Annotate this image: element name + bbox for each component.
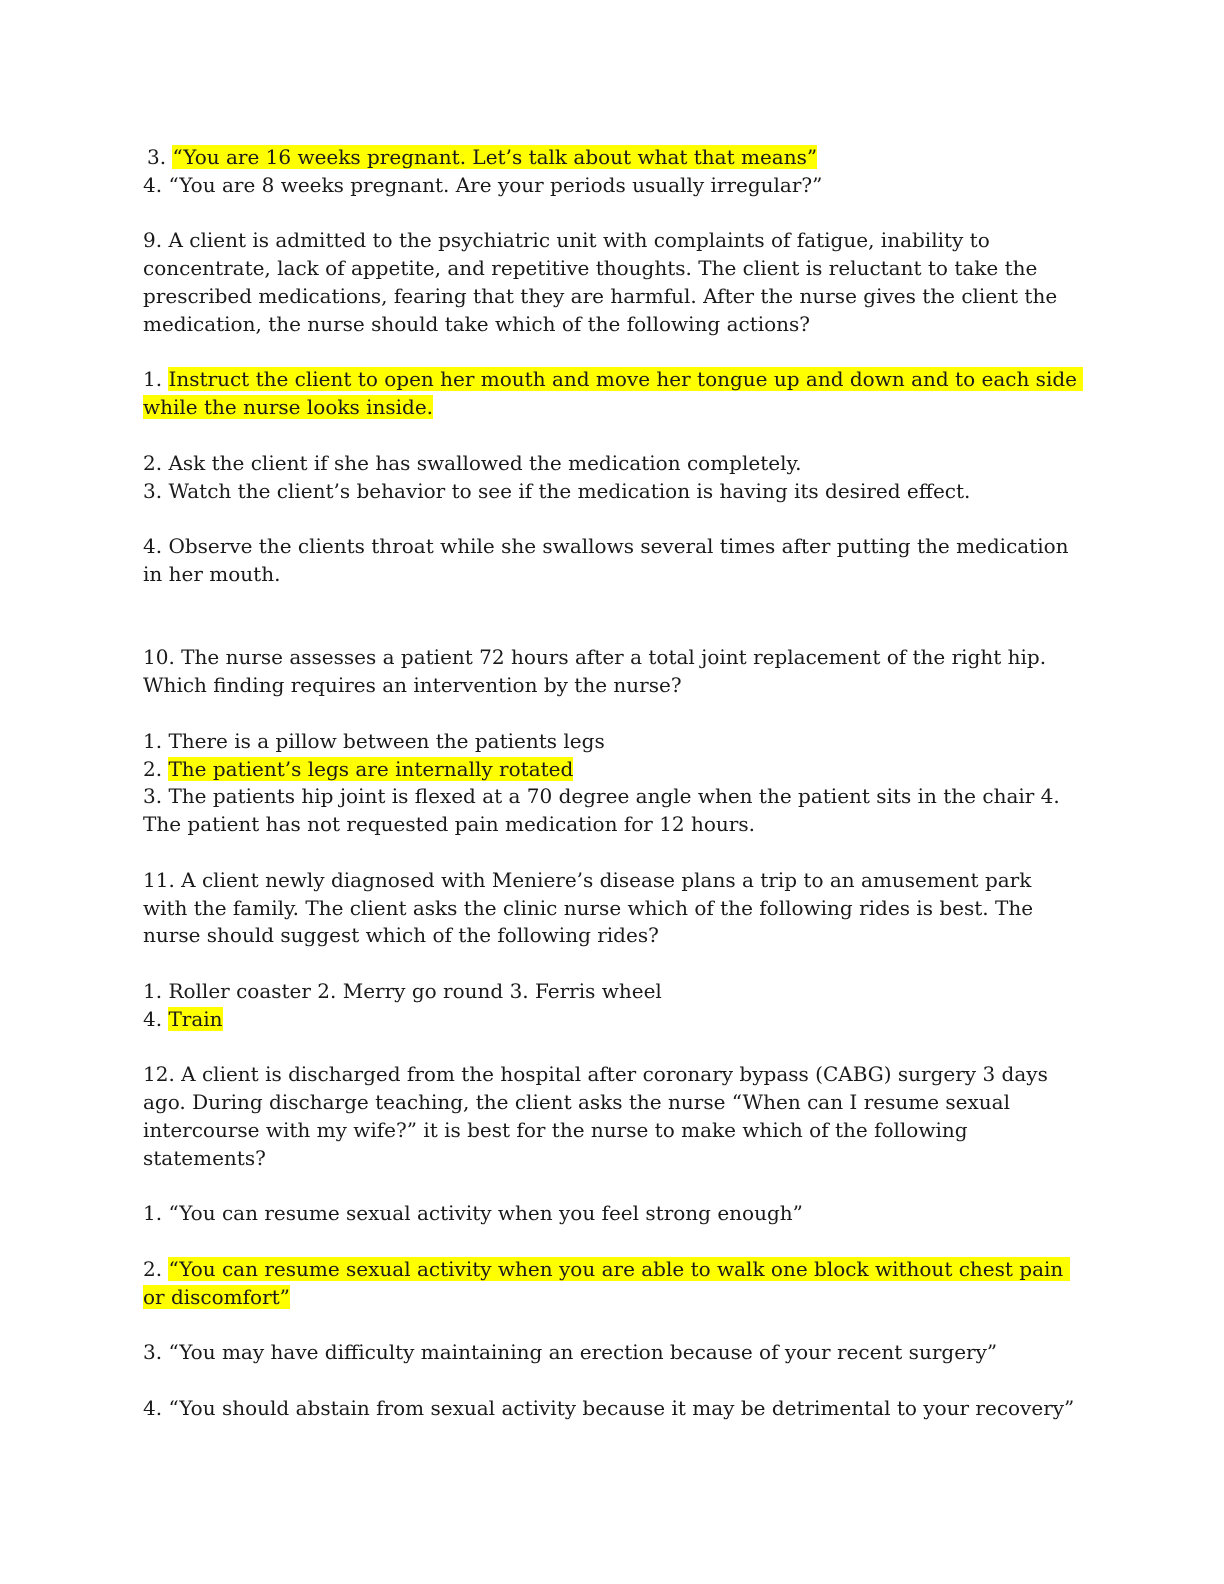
question-9-line-2: concentrate, lack of appetite, and repetitive thoughts. The client is reluctant to take the — [143, 256, 1038, 281]
question-11-line-2: with the family. The client asks the clinic nurse which of the following rides is best. The — [143, 895, 1034, 920]
answer-q12-1: 1. “You can resume sexual activity when you feel strong enough” — [143, 1201, 803, 1226]
question-12-line-4: statements? — [143, 1145, 266, 1170]
highlighted-answer: Train — [168, 1006, 223, 1031]
highlighted-answer: “You are 16 weeks pregnant. Let’s talk about what that means” — [172, 145, 818, 169]
answer-q9-1: 1. Instruct the client to open her mouth and move her tongue up and down and to each side — [143, 367, 1084, 392]
answer-q8-3: 3. “You are 16 weeks pregnant. Let’s talk about what that means” — [147, 145, 818, 169]
highlighted-answer: The patient’s legs are internally rotated — [168, 756, 574, 781]
highlighted-answer: while the nurse looks inside. — [143, 395, 434, 420]
question-12-line-3: intercourse with my wife?” it is best for the nurse to make which of the following — [143, 1117, 968, 1142]
question-11-line-1: 11. A client newly diagnosed with Meniere’s disease plans a trip to an amusement park — [143, 867, 1032, 892]
answer-q9-4: 4. Observe the clients throat while she swallows several times after putting the medication — [143, 534, 1069, 559]
question-9-line-1: 9. A client is admitted to the psychiatric unit with complaints of fatigue, inability to — [143, 228, 990, 253]
answer-q9-1-cont — [143, 394, 1103, 422]
answer-q9-3: 3. Watch the client’s behavior to see if the medication is having its desired effect. — [143, 478, 971, 503]
answer-q10-4: The patient has not requested pain medication for 12 hours. — [143, 812, 755, 837]
answer-q10-2: 2. The patient’s legs are internally rotated — [143, 756, 574, 781]
answer-q9-4-cont: in her mouth. — [143, 561, 281, 586]
answer-q8-4: 4. “You are 8 weeks pregnant. Are your periods usually irregular?” — [143, 172, 823, 197]
answer-q11-1-3: 1. Roller coaster 2. Merry go round 3. Ferris wheel — [143, 978, 662, 1003]
question-10-line-2: Which finding requires an intervention by the nurse? — [143, 673, 682, 698]
highlighted-answer: or discomfort” — [143, 1284, 290, 1309]
answer-q12-3: 3. “You may have difficulty maintaining an erection because of your recent surgery” — [143, 1340, 998, 1365]
answer-q11-4: 4. Train — [143, 1006, 223, 1031]
question-9-line-4: medication, the nurse should take which of the following actions? — [143, 311, 811, 336]
answer-q12-4: 4. “You should abstain from sexual activity because it may be detrimental to your recovery” — [143, 1395, 1075, 1420]
document-page — [143, 144, 1103, 1423]
question-12-line-2: ago. During discharge teaching, the client asks the nurse “When can I resume sexual — [143, 1090, 1010, 1115]
answer-q12-2: 2. “You can resume sexual activity when you are able to walk one block without chest pain — [143, 1256, 1070, 1281]
answer-q10-3: 3. The patients hip joint is flexed at a 70 degree angle when the patient sits in the chair 4. — [143, 784, 1060, 809]
question-12-line-1: 12. A client is discharged from the hospital after coronary bypass (CABG) surgery 3 days — [143, 1062, 1048, 1087]
answer-q9-2: 2. Ask the client if she has swallowed the medication completely. — [143, 450, 802, 475]
question-9-line-3: prescribed medications, fearing that they are harmful. After the nurse gives the client the — [143, 283, 1058, 308]
question-10-line-1: 10. The nurse assesses a patient 72 hours after a total joint replacement of the right hip. — [143, 645, 1047, 670]
question-11-line-3: nurse should suggest which of the following rides? — [143, 923, 659, 948]
highlighted-answer: “You can resume sexual activity when you are able to walk one block without chest pain — [168, 1256, 1070, 1281]
answer-q10-1: 1. There is a pillow between the patients legs — [143, 728, 605, 753]
answer-q12-2-cont — [143, 1284, 1103, 1312]
highlighted-answer: Instruct the client to open her mouth and move her tongue up and down and to each side — [168, 367, 1084, 392]
